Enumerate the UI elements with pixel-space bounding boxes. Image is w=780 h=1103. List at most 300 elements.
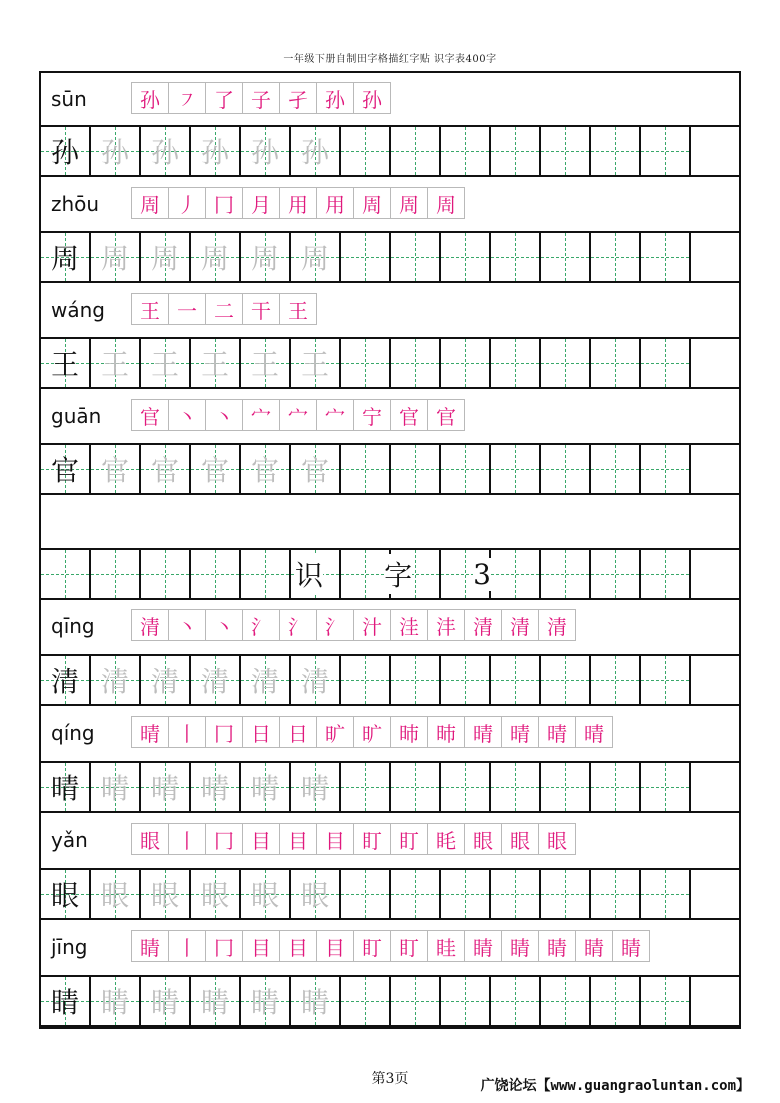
grid-cell [641,233,691,281]
stroke-step: 冂 [205,716,243,748]
grid-cell [391,127,441,175]
guide-line [391,894,439,895]
guide-line [491,894,539,895]
stroke-step: 冂 [205,930,243,962]
stroke-step: 眼 [131,823,169,855]
grid-cell [541,656,591,704]
stroke-step: 眭 [427,930,465,962]
guide-line [541,1001,589,1002]
trace-character: 官 [150,454,179,487]
grid-cell [641,339,691,387]
stroke-step: 丿 [168,187,206,219]
grid-cell [291,656,341,704]
stroke-step: 睛 [464,930,502,962]
pinyin-row [41,921,739,973]
grid-cell [91,233,141,281]
stroke-step: 睛 [538,930,576,962]
guide-line [541,151,589,152]
stroke-order [131,187,464,219]
grid-cell [391,339,441,387]
guide-line [641,787,689,788]
guide-line [391,469,439,470]
grid-cell [341,656,391,704]
tracing-row [41,231,739,283]
stroke-step: 清 [131,609,169,641]
guide-line [41,574,89,575]
grid-cell [691,977,741,1025]
grid-cell [341,977,391,1025]
guide-line [391,1001,439,1002]
trace-character: 晴 [150,772,179,805]
stroke-step: 干 [242,293,280,325]
trace-character: 孙 [250,136,279,169]
stroke-step: 清 [501,609,539,641]
trace-character: 晴 [100,772,129,805]
tracing-row [41,761,739,813]
grid-cell [241,445,291,493]
pinyin-label: zhōu [51,192,100,216]
page-number: 第3页 [371,1071,409,1087]
grid-cell [91,870,141,918]
stroke-step: 清 [538,609,576,641]
stroke-order [131,609,575,641]
grid-cell [591,870,641,918]
stroke-step: 二 [205,293,243,325]
guide-line [491,151,539,152]
grid-cell [591,550,641,598]
guide-line [441,151,489,152]
grid-cell [41,127,91,175]
grid-cell [41,550,91,598]
grid-cell [241,977,291,1025]
trace-character: 官 [300,454,329,487]
guide-line [641,469,689,470]
grid-cell [391,233,441,281]
stroke-step: 目 [242,823,280,855]
tracing-row [41,443,739,495]
grid-cell [341,233,391,281]
grid-cell [141,870,191,918]
grid-cell [91,445,141,493]
grid-cell [391,870,441,918]
grid-cell [441,656,491,704]
stroke-step: 目 [316,823,354,855]
trace-character: 周 [250,242,279,275]
tracing-row [41,125,739,177]
stroke-step: 孑 [279,82,317,114]
guide-line [91,574,139,575]
guide-line [441,363,489,364]
trace-character: 周 [200,242,229,275]
grid-cell [541,339,591,387]
tracing-row [41,654,739,706]
guide-line [141,574,189,575]
trace-character: 眼 [250,879,279,912]
model-character: 官 [50,454,79,487]
stroke-step: 目 [316,930,354,962]
guide-line [391,363,439,364]
stroke-step: 昁 [390,716,428,748]
guide-line [341,1001,389,1002]
model-character: 王 [50,348,79,381]
stroke-step: 宀 [242,399,280,431]
grid-cell [441,870,491,918]
stroke-step: 眼 [464,823,502,855]
stroke-step: 宀 [316,399,354,431]
grid-cell [641,656,691,704]
grid-cell [191,339,241,387]
grid-cell [641,977,691,1025]
model-character: 晴 [50,772,79,805]
trace-character: 孙 [200,136,229,169]
stroke-step: 日 [279,716,317,748]
grid-cell [591,763,641,811]
trace-character: 王 [300,348,329,381]
stroke-order [131,716,612,748]
guide-line [541,363,589,364]
stroke-order [131,823,575,855]
stroke-step: 洼 [390,609,428,641]
grid-cell [591,127,641,175]
stroke-step: 目 [242,930,280,962]
stroke-step: 盯 [353,930,391,962]
stroke-step: 日 [242,716,280,748]
grid-cell [141,550,191,598]
pinyin-label: guān [51,404,102,428]
trace-character: 王 [100,348,129,381]
grid-cell [391,763,441,811]
grid-cell [691,763,741,811]
stroke-step: 旷 [353,716,391,748]
stroke-step: 昁 [427,716,465,748]
grid-cell [541,127,591,175]
stroke-step: 丨 [168,823,206,855]
pinyin-label: sūn [51,87,87,111]
guide-line [391,151,439,152]
grid-cell [391,656,441,704]
grid-cell [391,977,441,1025]
grid-cell [341,445,391,493]
grid-cell [541,550,591,598]
lesson-title-char: 3 [473,557,491,591]
guide-line [441,787,489,788]
guide-line [541,680,589,681]
grid-cell [491,977,541,1025]
trace-character: 晴 [200,772,229,805]
grid-cell [141,233,191,281]
guide-line [341,363,389,364]
stroke-step: 盯 [353,823,391,855]
pinyin-row [41,600,739,652]
stroke-step: 用 [316,187,354,219]
model-character: 清 [50,665,79,698]
stroke-step: 盯 [390,930,428,962]
grid-cell [541,445,591,493]
stroke-step: 眼 [501,823,539,855]
pinyin-label: wáng [51,298,105,322]
trace-character: 清 [200,665,229,698]
pinyin-row [41,178,739,230]
pinyin-row [41,814,739,866]
grid-cell [591,977,641,1025]
grid-cell [691,339,741,387]
grid-cell [541,870,591,918]
stroke-step: 氵 [279,609,317,641]
trace-character: 眼 [150,879,179,912]
guide-line [241,574,289,575]
guide-line [591,680,639,681]
guide-line [641,363,689,364]
stroke-order [131,293,316,325]
grid-cell [141,445,191,493]
grid-cell [691,127,741,175]
grid-cell [241,763,291,811]
grid-cell [491,339,541,387]
stroke-step: 晴 [501,716,539,748]
guide-line [641,1001,689,1002]
guide-line [341,469,389,470]
stroke-step: 睛 [575,930,613,962]
trace-character: 清 [150,665,179,698]
stroke-step: 周 [131,187,169,219]
guide-line [541,469,589,470]
guide-line [441,894,489,895]
stroke-step: 丨 [168,716,206,748]
lesson-title-char: 识 [295,554,323,594]
model-character: 眼 [50,879,79,912]
guide-line [591,574,639,575]
trace-character: 清 [300,665,329,698]
grid-cell [291,445,341,493]
pinyin-row [41,73,739,125]
grid-cell [491,550,541,598]
grid-cell [241,127,291,175]
grid-cell [41,977,91,1025]
site-footer: 广饶论坛【www.guangraoluntan.com】 [480,1078,750,1094]
stroke-step: 王 [131,293,169,325]
guide-line [341,151,389,152]
trace-character: 睛 [150,986,179,1019]
grid-cell [141,763,191,811]
trace-character: 睛 [250,986,279,1019]
guide-line [591,257,639,258]
tracing-row [41,337,739,389]
grid-cell [491,763,541,811]
grid-cell [691,656,741,704]
stroke-step: 目 [279,823,317,855]
stroke-step: 宀 [279,399,317,431]
guide-line [491,787,539,788]
grid-cell [491,870,541,918]
grid-cell [41,339,91,387]
guide-line [491,574,539,575]
grid-cell [41,233,91,281]
model-character: 孙 [50,136,79,169]
guide-line [391,680,439,681]
guide-line [591,1001,639,1002]
grid-cell [641,763,691,811]
stroke-step: 孙 [131,82,169,114]
trace-character: 睛 [100,986,129,1019]
stroke-step: 丶 [168,399,206,431]
guide-line [441,257,489,258]
stroke-step: 氵 [316,609,354,641]
trace-character: 王 [250,348,279,381]
guide-line [591,894,639,895]
grid-cell [141,127,191,175]
stroke-order [131,82,390,114]
stroke-step: 官 [131,399,169,431]
grid-cell [691,445,741,493]
stroke-step: 旷 [316,716,354,748]
lesson-title-char: 字 [384,554,412,594]
grid-cell [291,127,341,175]
grid-cell [491,233,541,281]
model-character: 睛 [50,986,79,1019]
grid-cell [91,550,141,598]
trace-character: 官 [250,454,279,487]
page-header: 一年级下册自制田字格描红字贴 识字表400字 [283,54,497,65]
trace-character: 周 [300,242,329,275]
trace-character: 晴 [300,772,329,805]
grid-cell [41,656,91,704]
trace-character: 晴 [250,772,279,805]
grid-cell [591,233,641,281]
trace-character: 眼 [100,879,129,912]
stroke-step: 周 [427,187,465,219]
grid-cell [91,763,141,811]
guide-line [341,680,389,681]
trace-character: 清 [250,665,279,698]
guide-line [591,787,639,788]
grid-cell [91,127,141,175]
grid-cell [491,656,541,704]
stroke-step: 周 [390,187,428,219]
guide-line [591,363,639,364]
stroke-step: 睛 [612,930,650,962]
grid-cell [691,550,741,598]
grid-cell [341,870,391,918]
grid-cell [191,977,241,1025]
stroke-step: 沣 [427,609,465,641]
guide-line [441,469,489,470]
stroke-order [131,399,464,431]
trace-character: 王 [200,348,229,381]
grid-cell [191,127,241,175]
stroke-step: 丶 [205,399,243,431]
guide-line [591,469,639,470]
stroke-order [131,930,649,962]
stroke-step: 清 [464,609,502,641]
stroke-step: 丶 [168,609,206,641]
stroke-step: 冂 [205,187,243,219]
grid-cell [191,870,241,918]
trace-character: 官 [100,454,129,487]
grid-cell [441,445,491,493]
guide-line [641,257,689,258]
stroke-step: 王 [279,293,317,325]
grid-cell [191,550,241,598]
guide-line [491,257,539,258]
trace-character: 孙 [150,136,179,169]
grid-cell [291,233,341,281]
grid-cell [241,339,291,387]
grid-cell [641,127,691,175]
stroke-step: 睛 [501,930,539,962]
grid-cell [241,870,291,918]
stroke-step: 睛 [131,930,169,962]
grid-cell [241,233,291,281]
grid-cell [191,656,241,704]
grid-cell [141,339,191,387]
guide-line [341,787,389,788]
stroke-step: 孙 [353,82,391,114]
grid-cell [691,233,741,281]
guide-line [391,257,439,258]
stroke-step: 孙 [316,82,354,114]
grid-cell [691,870,741,918]
grid-cell [541,763,591,811]
stroke-step: 晴 [575,716,613,748]
trace-character: 周 [100,242,129,275]
guide-line [391,787,439,788]
practice-sheet [39,71,741,1029]
grid-cell [541,977,591,1025]
trace-character: 孙 [100,136,129,169]
stroke-step: 冂 [205,823,243,855]
guide-line [591,151,639,152]
grid-cell [91,656,141,704]
guide-line [341,894,389,895]
pinyin-row [41,707,739,759]
pinyin-label: qīng [51,614,95,638]
grid-cell [141,977,191,1025]
grid-cell [291,763,341,811]
guide-line [541,894,589,895]
stroke-step: 丨 [168,930,206,962]
stroke-step: 月 [242,187,280,219]
stroke-step: 用 [279,187,317,219]
guide-line [641,151,689,152]
grid-cell [341,339,391,387]
grid-cell [641,445,691,493]
grid-cell [591,445,641,493]
stroke-step: 晴 [538,716,576,748]
guide-line [491,469,539,470]
tracing-row [41,975,739,1027]
trace-character: 睛 [200,986,229,1019]
guide-line [491,363,539,364]
grid-cell [341,763,391,811]
trace-character: 眼 [300,879,329,912]
trace-character: 官 [200,454,229,487]
guide-line [341,257,389,258]
grid-cell [641,870,691,918]
guide-line [441,1001,489,1002]
stroke-step: 晴 [131,716,169,748]
grid-cell [441,977,491,1025]
stroke-step: ㇇ [168,82,206,114]
stroke-step: 官 [390,399,428,431]
guide-line [641,894,689,895]
stroke-step: 子 [242,82,280,114]
stroke-step: 了 [205,82,243,114]
grid-cell [291,870,341,918]
grid-cell [241,656,291,704]
stroke-step: 宁 [353,399,391,431]
pinyin-label: jīng [51,935,88,959]
trace-character: 孙 [300,136,329,169]
